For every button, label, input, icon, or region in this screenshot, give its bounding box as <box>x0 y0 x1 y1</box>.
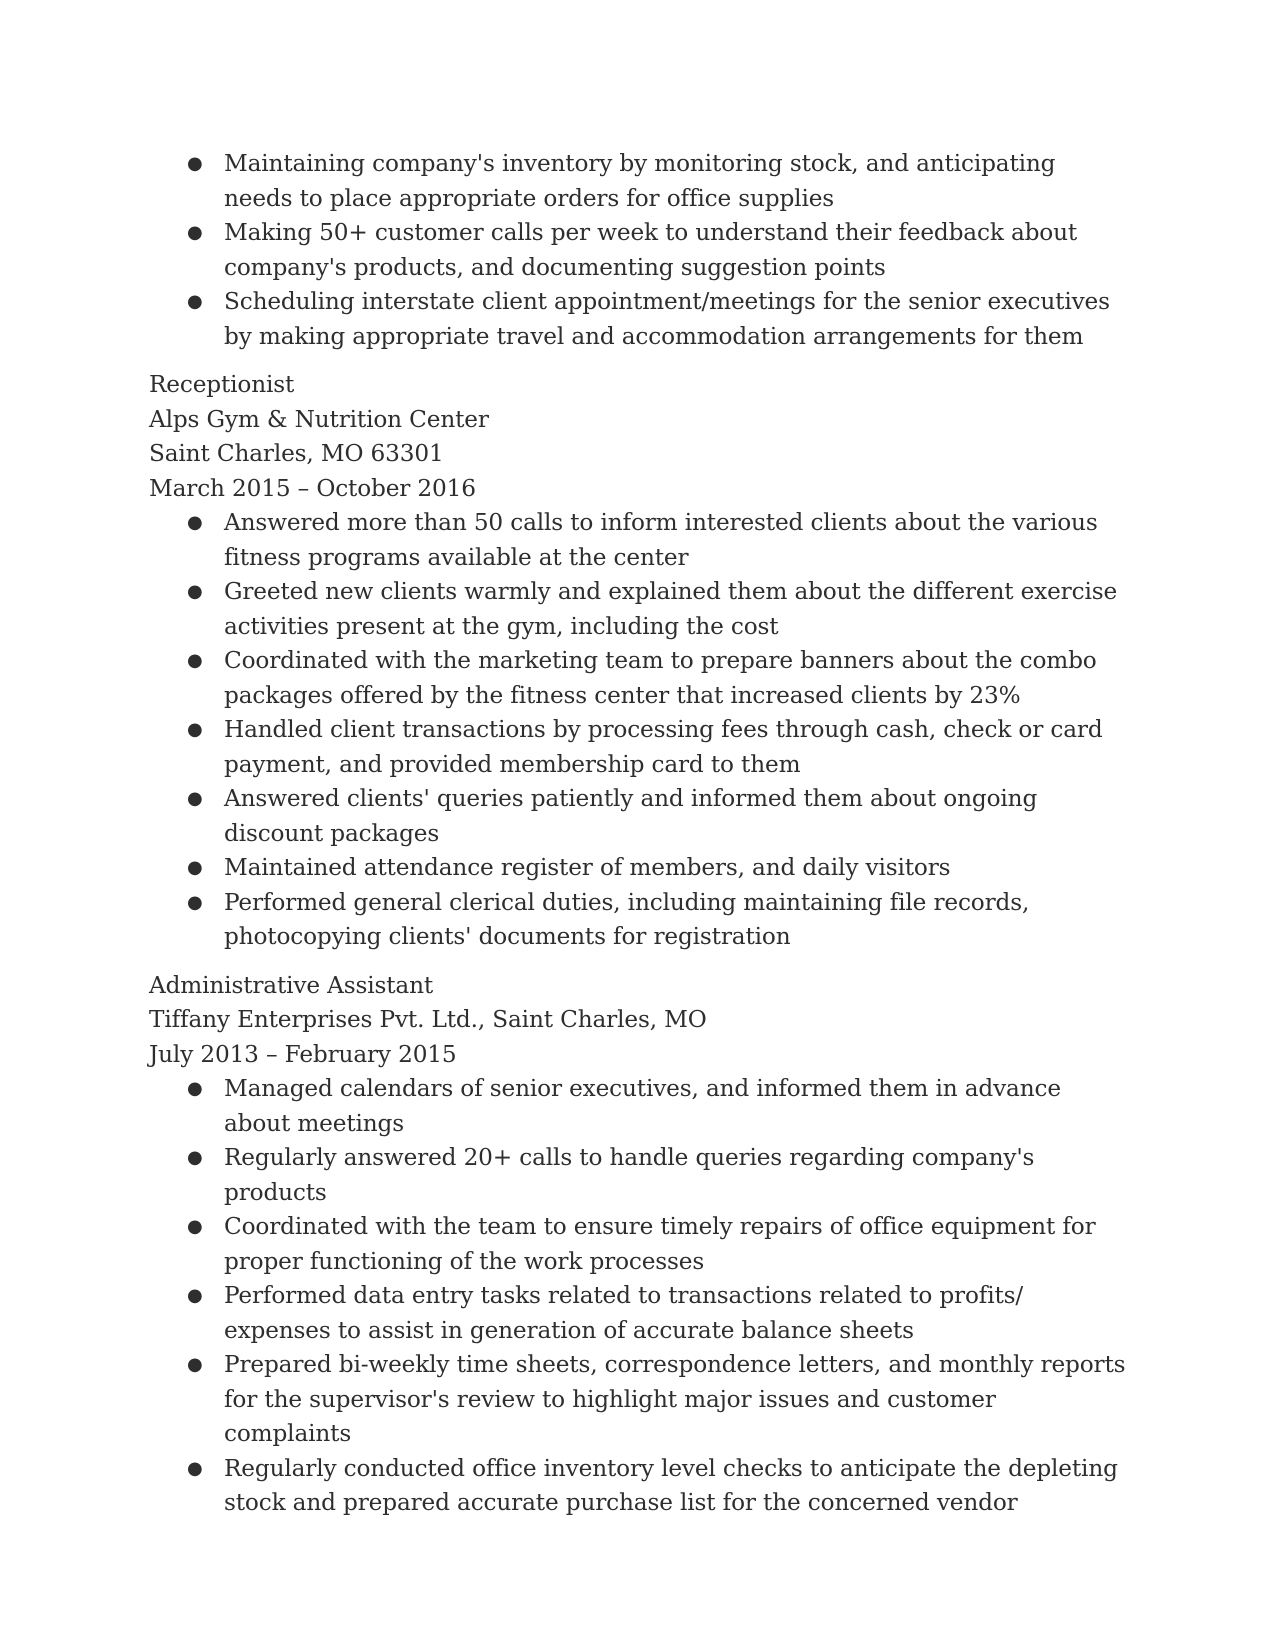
bullet-icon: ● <box>187 222 203 243</box>
bullet-icon: ● <box>187 153 203 174</box>
bullet-icon: ● <box>187 581 203 602</box>
bullet-icon: ● <box>187 291 203 312</box>
bullet-item: ● Greeted new clients warmly and explained them about the different exercise activities present at the gym, including the cost <box>224 575 1129 644</box>
bullet-icon: ● <box>187 512 203 533</box>
bullet-item: ● Scheduling interstate client appointment/meetings for the senior executives by making appropriate travel and accommodation arrangements for them <box>224 285 1129 354</box>
bullet-icon: ● <box>187 1285 203 1306</box>
job-company: Tiffany Enterprises Pvt. Ltd., Saint Charles, MO <box>149 1006 707 1033</box>
job-company: Alps Gym & Nutrition Center <box>149 405 489 433</box>
bullet-icon: ● <box>187 788 203 809</box>
bullet-item: ● Answered more than 50 calls to inform interested clients about the various fitness programs available at the center <box>224 506 1129 575</box>
bullet-icon: ● <box>187 1078 203 1099</box>
bullet-icon: ● <box>187 1457 203 1479</box>
bullet-icon: ● <box>187 650 203 671</box>
job-entry-receptionist <box>149 368 1129 955</box>
job-location: Saint Charles, MO 63301 <box>149 440 444 467</box>
bullet-item: ● Maintained attendance register of members, and daily visitors <box>224 851 1129 886</box>
bullet-item: ● Regularly answered 20+ calls to handle queries regarding company's products <box>224 1141 1129 1210</box>
bullet-icon: ● <box>187 857 203 878</box>
job-bullet-list <box>149 1072 1129 1521</box>
bullet-item: ● Prepared bi-weekly time sheets, correspondence letters, and monthly reports for the supervisor's review to highlight major issues and customer complaints <box>224 1348 1129 1452</box>
job-title: Receptionist <box>149 371 295 398</box>
job-entry-administrative-assistant <box>149 969 1129 1521</box>
bullet-item: ● Making 50+ customer calls per week to understand their feedback about company's products, and documenting suggestion points <box>224 216 1129 285</box>
bullet-item: ● Coordinated with the marketing team to prepare banners about the combo packages offered by the fitness center that increased clients by 23% <box>224 644 1129 713</box>
bullet-item: ● Performed general clerical duties, including maintaining file records, photocopying clients' documents for registration <box>224 886 1129 955</box>
bullet-item: ● Performed data entry tasks related to transactions related to profits/ expenses to assist in generation of accurate balance sheets <box>224 1279 1129 1348</box>
resume-content <box>149 147 1129 1521</box>
bullet-icon: ● <box>187 1354 203 1375</box>
job-title: Administrative Assistant <box>149 971 434 999</box>
bullet-item: ● Managed calendars of senior executives, and informed them in advance about meetings <box>224 1072 1129 1141</box>
bullet-icon: ● <box>187 719 203 740</box>
job-bullet-list <box>149 506 1129 955</box>
job-dates: March 2015 – October 2016 <box>149 474 476 502</box>
bullet-item: ● Handled client transactions by processing fees through cash, check or card payment, and provided membership card to them <box>224 713 1129 782</box>
bullet-item: ● Answered clients' queries patiently and informed them about ongoing discount packages <box>224 782 1129 851</box>
bullet-item: ● Maintaining company's inventory by monitoring stock, and anticipating needs to place appropriate orders for office supplies <box>224 147 1129 216</box>
bullet-item: ● Coordinated with the team to ensure timely repairs of office equipment for proper functioning of the work processes <box>224 1210 1129 1279</box>
bullet-icon: ● <box>187 1216 203 1237</box>
bullet-icon: ● <box>187 1147 203 1168</box>
bullet-icon: ● <box>187 891 203 913</box>
bullet-item: ● Regularly conducted office inventory level checks to anticipate the depleting stock and prepared accurate purchase list for the concerned vendor <box>224 1452 1129 1521</box>
previous-job-bullet-list <box>149 147 1129 354</box>
job-dates: July 2013 – February 2015 <box>149 1040 457 1068</box>
